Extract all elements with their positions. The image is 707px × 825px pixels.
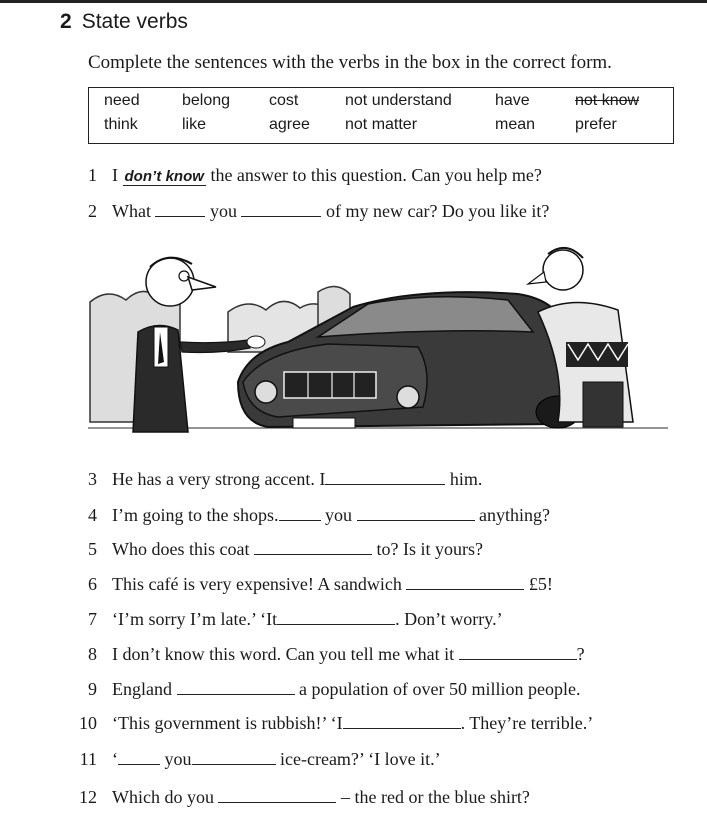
sentence-number: 8 (88, 644, 97, 664)
sentence-text: This café is very expensive! A sandwich (112, 574, 402, 594)
answer-blank[interactable] (406, 574, 524, 590)
answer-blank[interactable] (254, 539, 372, 555)
example-answer: don’t know (124, 168, 204, 185)
verb-prefer: prefer (575, 116, 617, 133)
sentence-text: of my new car? Do you like it? (325, 201, 550, 221)
sentence-text: ‘I’m sorry I’m late.’ ‘It (112, 609, 278, 629)
answer-blank[interactable] (177, 679, 295, 695)
sentence-text: you (209, 201, 237, 221)
verb-like: like (182, 116, 207, 133)
sentence-number: 1 (88, 165, 97, 185)
sentence-number: 9 (88, 679, 97, 699)
verb-need: need (104, 92, 140, 109)
verb-not-matter: not matter (345, 116, 418, 133)
sentence-text: I’m going to the shops. (112, 505, 279, 525)
sentence-text: Who does this coat (112, 539, 250, 559)
verb-have: have (495, 92, 530, 109)
answer-blank[interactable] (343, 713, 461, 729)
verb-think: think (104, 116, 138, 133)
sentence-text: . Don’t worry.’ (395, 609, 503, 629)
verb-cost: cost (269, 92, 299, 109)
sentence-text: to? Is it yours? (376, 539, 483, 559)
sentence-text: I don’t know this word. Can you tell me what it (112, 644, 455, 664)
sentence-text: ‘This government is rubbish!’ ‘I (112, 713, 343, 733)
verb-agree: agree (269, 116, 310, 133)
verb-mean: mean (495, 116, 536, 133)
sentence-number: 4 (88, 505, 97, 525)
sentence-text: I (112, 165, 123, 185)
sentence-text: ice-cream?’ ‘I love it.’ (280, 749, 441, 769)
answer-blank[interactable] (192, 749, 276, 765)
sentence-text: ? (576, 644, 585, 664)
answer-blank[interactable] (459, 644, 577, 660)
sentence-text: £5! (528, 574, 553, 594)
sentence-text: England (112, 679, 172, 699)
sentence-text: anything? (479, 505, 550, 525)
verb-box (88, 87, 674, 144)
sentence-number: 11 (79, 749, 97, 769)
answer-blank[interactable] (118, 749, 160, 765)
instruction-text: Complete the sentences with the verbs in the box in the correct form. (88, 52, 612, 73)
answer-blank[interactable] (357, 505, 475, 521)
sentence-text: a population of over 50 million people. (299, 679, 581, 699)
sentence-text: the answer to this question. Can you help me? (205, 165, 542, 185)
answer-blank[interactable] (218, 787, 336, 803)
sentence-number: 6 (88, 574, 97, 594)
answer-blank[interactable] (325, 469, 445, 485)
sentence-text: you (164, 749, 192, 769)
sentence-text: He has a very strong accent. I (112, 469, 326, 489)
verb-belong: belong (182, 92, 231, 109)
sentence-text: you (325, 505, 352, 525)
answer-blank[interactable] (277, 609, 395, 625)
sentence-number: 3 (88, 469, 97, 489)
answer-blank[interactable] (279, 505, 321, 521)
verb-not-understand: not understand (345, 92, 452, 109)
sentence-text: him. (449, 469, 483, 489)
verb-not-know: not know (575, 92, 640, 109)
sentence-text: – the red or the blue shirt? (340, 787, 530, 807)
answer-blank[interactable] (155, 201, 205, 217)
sentence-number: 2 (88, 201, 97, 221)
sentence-text: . They’re terrible.’ (460, 713, 594, 733)
answer-blank[interactable] (241, 201, 321, 217)
sentence-number: 5 (88, 539, 97, 559)
sentence-number: 7 (88, 609, 97, 629)
sentence-text: Which do you (112, 787, 214, 807)
top-rule (0, 0, 707, 3)
sentence-number: 10 (79, 713, 97, 733)
exercise-number: 2 (60, 10, 72, 33)
sentence-text: What (112, 201, 151, 221)
car-cartoon-illustration (88, 232, 668, 454)
sentence-text: ‘ (112, 749, 118, 769)
exercise-heading (60, 10, 188, 34)
sentence-number: 12 (79, 787, 97, 807)
exercise-title: State verbs (81, 10, 188, 33)
